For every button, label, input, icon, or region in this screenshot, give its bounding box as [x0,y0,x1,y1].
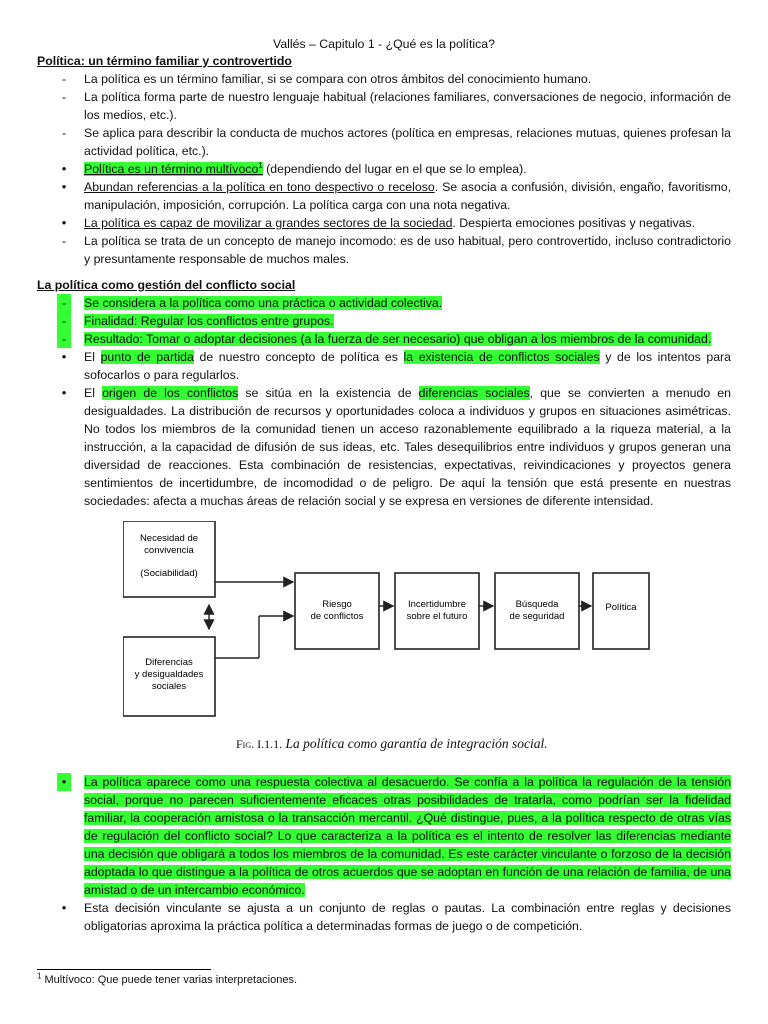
box1-line3: (Sociabilidad) [140,568,198,579]
item-text: y de los intentos para sofocarlos o para regularlos. [84,350,731,382]
item-text: , que se convierten a menudo en desigualdades. La distribución de recursos y oportunidades coloca a individuos y grupos en situaciones asimétricas. No todos los miembros de la comunidad tienen un acceso razonablemente equilibrado a la riqueza material, a la instrucción, a la capacidad de difusión de sus ideas, etc. Tales desequilibrios entre individuos y grupos generan una diversidad de reacciones. Esta combinación de resistencias, expectativas, reivindicaciones y proyectos genera sentimientos de incertidumbre, de incomodidad o de peligro. De aquí la tensión que está presente en nuestras sociedades: afecta a muchas áreas de relación social y se expresa en versiones de diferente intensidad. [84,386,731,508]
box-desigualdades [123,637,215,716]
dash-marker: - [61,126,67,140]
highlight-span: Política es un término multívoco [84,162,259,176]
section-heading-2: La política como gestión del conflicto social [37,278,296,292]
footnote-text: Multívoco: Que puede tener varias interpretaciones. [41,974,298,986]
box6-line1: Política [605,602,637,613]
document-page [37,36,731,935]
caption-label: Fig. I.1.1. [236,737,283,751]
item-text: Esta decisión vinculante se ajusta a un conjunto de reglas o pautas. La combinación entre reglas y decisiones obligatorias aproxima la práctica política a determinadas formas de juego o de competición. [84,901,731,933]
bullet-marker: • [61,161,67,176]
item-text: Se aplica para describir la conducta de muchos actores (política en empresas, relaciones mutuas, quienes profesan la actividad política, etc.). [84,126,731,158]
item-text: El [84,350,101,364]
underlined-text: Abundan referencias a la política en tono despectivo o receloso [84,180,435,194]
footnote-divider [37,969,211,970]
dash-marker: - [61,234,67,248]
box-riesgo [295,573,379,649]
box5-line1: Búsqueda [515,599,559,610]
footnote [37,971,298,986]
box4-line2: sobre el futuro [406,611,468,622]
dash-marker: - [57,330,71,348]
dash-marker: - [61,72,67,86]
list-item [37,214,731,232]
box3-line1: Riesgo [322,599,352,610]
item-text: El [84,386,103,400]
highlighted-text: La política aparece como una respuesta colectiva al desacuerdo. Se confía a la política la regulación de la tensión social, porque no parecen suficientemente eficaces otras posibilidades de tratarla, como podrían ser la fidelidad familiar, la cooperación amistosa o la transacción mercantil. ¿Qué distingue, pues, a la política respecto de otras vías de regulación del conflicto social? Lo que caracteriza a la política es el intento de resolver las diferencias mediante una decisión que obligará a todos los miembros de la comunidad. Es este carácter vinculante o forzoso de la decisión adoptada lo que distingue a la política de otros acuerdos que se adoptan en función de una relación de familia, de una amistad o de un intercambio económico. [84,775,731,897]
list-item [37,232,731,268]
list-item [37,330,731,348]
bullet-marker: • [61,900,67,915]
figure-caption [236,735,548,753]
highlighted-text: Se considera a la política como una práctica o actividad colectiva. [84,296,443,310]
highlighted-text: diferencias sociales [418,386,530,400]
list-item [37,312,731,330]
bullet-marker: • [57,773,71,791]
flow-diagram [123,521,653,731]
item-text: La política es un término familiar, si se compara con otros ámbitos del conocimiento humano. [84,72,592,86]
box1-line1: Necesidad de [139,533,199,544]
item-text: . Se asocia a confusión, división, engaño, favoritismo, manipulación, imposición, corrupción. La política carga con una nota negativa. [84,180,731,212]
highlighted-text: la existencia de conflictos sociales [403,350,600,364]
section-heading-1: Política: un término familiar y controvertido [37,54,292,68]
flow-diagram-figure [37,513,731,773]
list-item [37,899,731,935]
section3-list [37,773,731,935]
highlighted-text: origen de los conflictos [102,386,239,400]
dash-marker: - [57,312,71,330]
bullet-marker: • [61,215,67,230]
footnote-ref[interactable]: 1 [258,160,263,170]
box-busqueda [495,573,579,649]
footnote-number: 1 [37,971,42,981]
box2-line1: Diferencias [145,657,193,668]
highlighted-text: Finalidad: Regular los conflictos entre grupos. [84,314,334,328]
page-title: Vallés – Capitulo 1 - ¿Qué es la política? [273,37,495,51]
box2-line2: y desigualdades [134,669,204,680]
box-incertidumbre [395,573,479,649]
item-text: (dependiendo del lugar en el que se lo emplea). [262,162,527,176]
box-sociabilidad [123,521,215,597]
item-text: La política se trata de un concepto de manejo incomodo: es de uso habitual, pero controvertido, incluso contradictorio y presuntamente responsable de muchos males. [84,234,731,266]
item-text: de nuestro concepto de política es [193,350,404,364]
section1-list [37,70,731,268]
box4-line1: Incertidumbre [407,599,467,610]
list-item [37,294,731,312]
dash-marker: - [61,90,67,104]
bullet-marker: • [61,385,67,400]
box5-line2: de seguridad [509,611,565,622]
list-item [37,773,731,899]
list-item [37,178,731,214]
box1-line2: convivencia [144,545,194,556]
list-item [37,160,731,178]
box-politica [593,573,649,649]
section2-list [37,294,731,510]
box3-line2: de conflictos [310,611,364,622]
box2-line3: sociales [151,681,187,692]
underlined-text: La política es capaz de movilizar a grandes sectores de la sociedad [84,216,453,230]
list-item [37,70,731,88]
highlighted-text [84,162,263,176]
caption-text: La política como garantía de integración social. [285,736,548,751]
dash-marker: - [57,294,71,312]
bullet-marker: • [61,349,67,364]
bullet-marker: • [61,179,67,194]
highlighted-text: Resultado: Tomar o adoptar decisiones (a la fuerza de ser necesario) que obligan a los miembros de la comunidad. [84,332,712,346]
highlighted-text: punto de partida [100,350,194,364]
list-item [37,348,731,384]
item-text: La política forma parte de nuestro lenguaje habitual (relaciones familiares, conversaciones de negocio, información de los medios, etc.). [84,90,731,122]
list-item [37,124,731,160]
item-text: . Despierta emociones positivas y negativas. [452,216,696,230]
list-item [37,88,731,124]
list-item [37,384,731,510]
item-text: se sitúa en la existencia de [238,386,419,400]
